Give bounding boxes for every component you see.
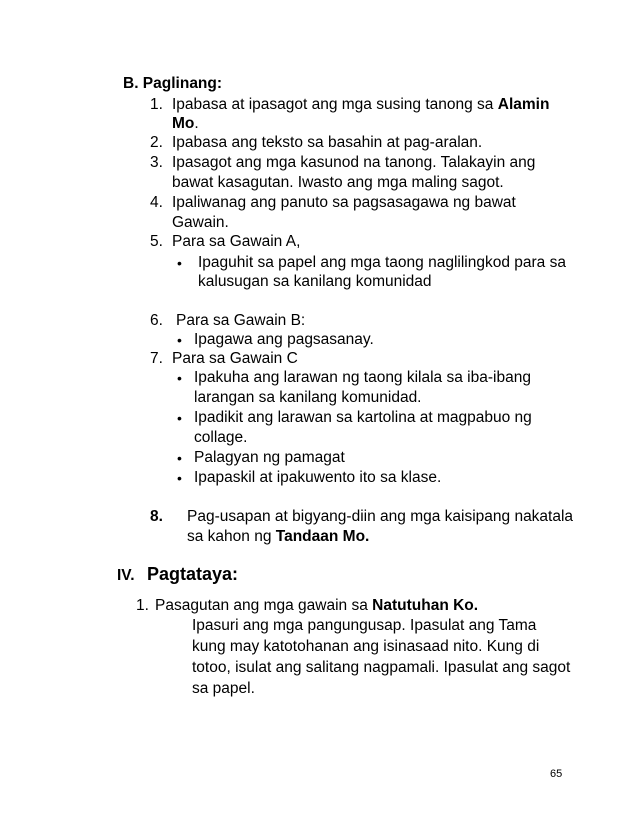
list-item-text: Para sa Gawain B: <box>176 312 306 329</box>
item-number: 1. <box>150 96 163 113</box>
bullet-text: Ipapaskil at ipakuwento ito sa klase. <box>194 469 442 486</box>
bullet-icon: • <box>177 450 182 466</box>
item-number: 5. <box>150 233 163 250</box>
bullet-text: kalusugan sa kanilang komunidad <box>198 273 432 290</box>
item-number: 7. <box>150 350 163 367</box>
list-item-text: Ipabasa ang teksto sa basahin at pag-aralan. <box>172 134 483 151</box>
item-number: 8. <box>150 508 163 525</box>
bullet-text: Ipagawa ang pagsasanay. <box>194 331 374 348</box>
list-item-text: Mo. <box>172 115 199 132</box>
list-item-text: sa kahon ng Tandaan Mo. <box>187 528 370 545</box>
list-item-text: Gawain. <box>172 214 229 231</box>
item-number: 1. <box>136 597 149 614</box>
bullet-icon: • <box>177 255 182 271</box>
bullet-text: Ipadikit ang larawan sa kartolina at magpabuo ng <box>194 409 532 426</box>
list-item-text: Ipaliwanag ang panuto sa pagsasagawa ng bawat <box>172 194 516 211</box>
paragraph-line: sa papel. <box>192 680 255 697</box>
section-iv-heading: Pagtataya: <box>147 564 239 584</box>
bullet-text: Ipakuha ang larawan ng taong kilala sa iba-ibang <box>194 369 531 386</box>
list-item-text: bawat kasagutan. Iwasto ang mga maling sagot. <box>172 174 504 191</box>
list-item-text: Pag-usapan at bigyang-diin ang mga kaisipang nakatala <box>187 508 574 525</box>
section-iv-numeral: IV. <box>117 567 135 584</box>
paragraph-line: kung may katotohanan ang isinasaad nito. Kung di <box>192 638 540 655</box>
list-item-text: Pasagutan ang mga gawain sa Natutuhan Ko. <box>155 597 479 614</box>
item-number: 4. <box>150 194 163 211</box>
page-number: 65 <box>550 768 563 780</box>
list-item-text: Para sa Gawain A, <box>172 233 301 250</box>
bullet-text: larangan sa kanilang komunidad. <box>194 389 422 406</box>
section-b-heading: B. Paglinang: <box>123 75 223 92</box>
bullet-icon: • <box>177 332 182 348</box>
bullet-icon: • <box>177 370 182 386</box>
item-number: 2. <box>150 134 163 151</box>
bullet-text: Palagyan ng pamagat <box>194 449 345 466</box>
paragraph-line: Ipasuri ang mga pangungusap. Ipasulat ang Tama <box>192 617 537 634</box>
item-number: 6. <box>150 312 163 329</box>
list-item-text: Ipabasa at ipasagot ang mga susing tanong sa Alamin <box>172 96 550 113</box>
paragraph-line: totoo, isulat ang salitang nagpamali. Ipasulat ang sagot <box>192 659 571 676</box>
item-number: 3. <box>150 154 163 171</box>
list-item-text: Ipasagot ang mga kasunod na tanong. Talakayin ang <box>172 154 536 171</box>
bullet-icon: • <box>177 470 182 486</box>
bullet-icon: • <box>177 410 182 426</box>
list-item-text: Para sa Gawain C <box>172 350 298 367</box>
bullet-text: collage. <box>194 429 248 446</box>
bullet-text: Ipaguhit sa papel ang mga taong naglilingkod para sa <box>198 254 566 271</box>
